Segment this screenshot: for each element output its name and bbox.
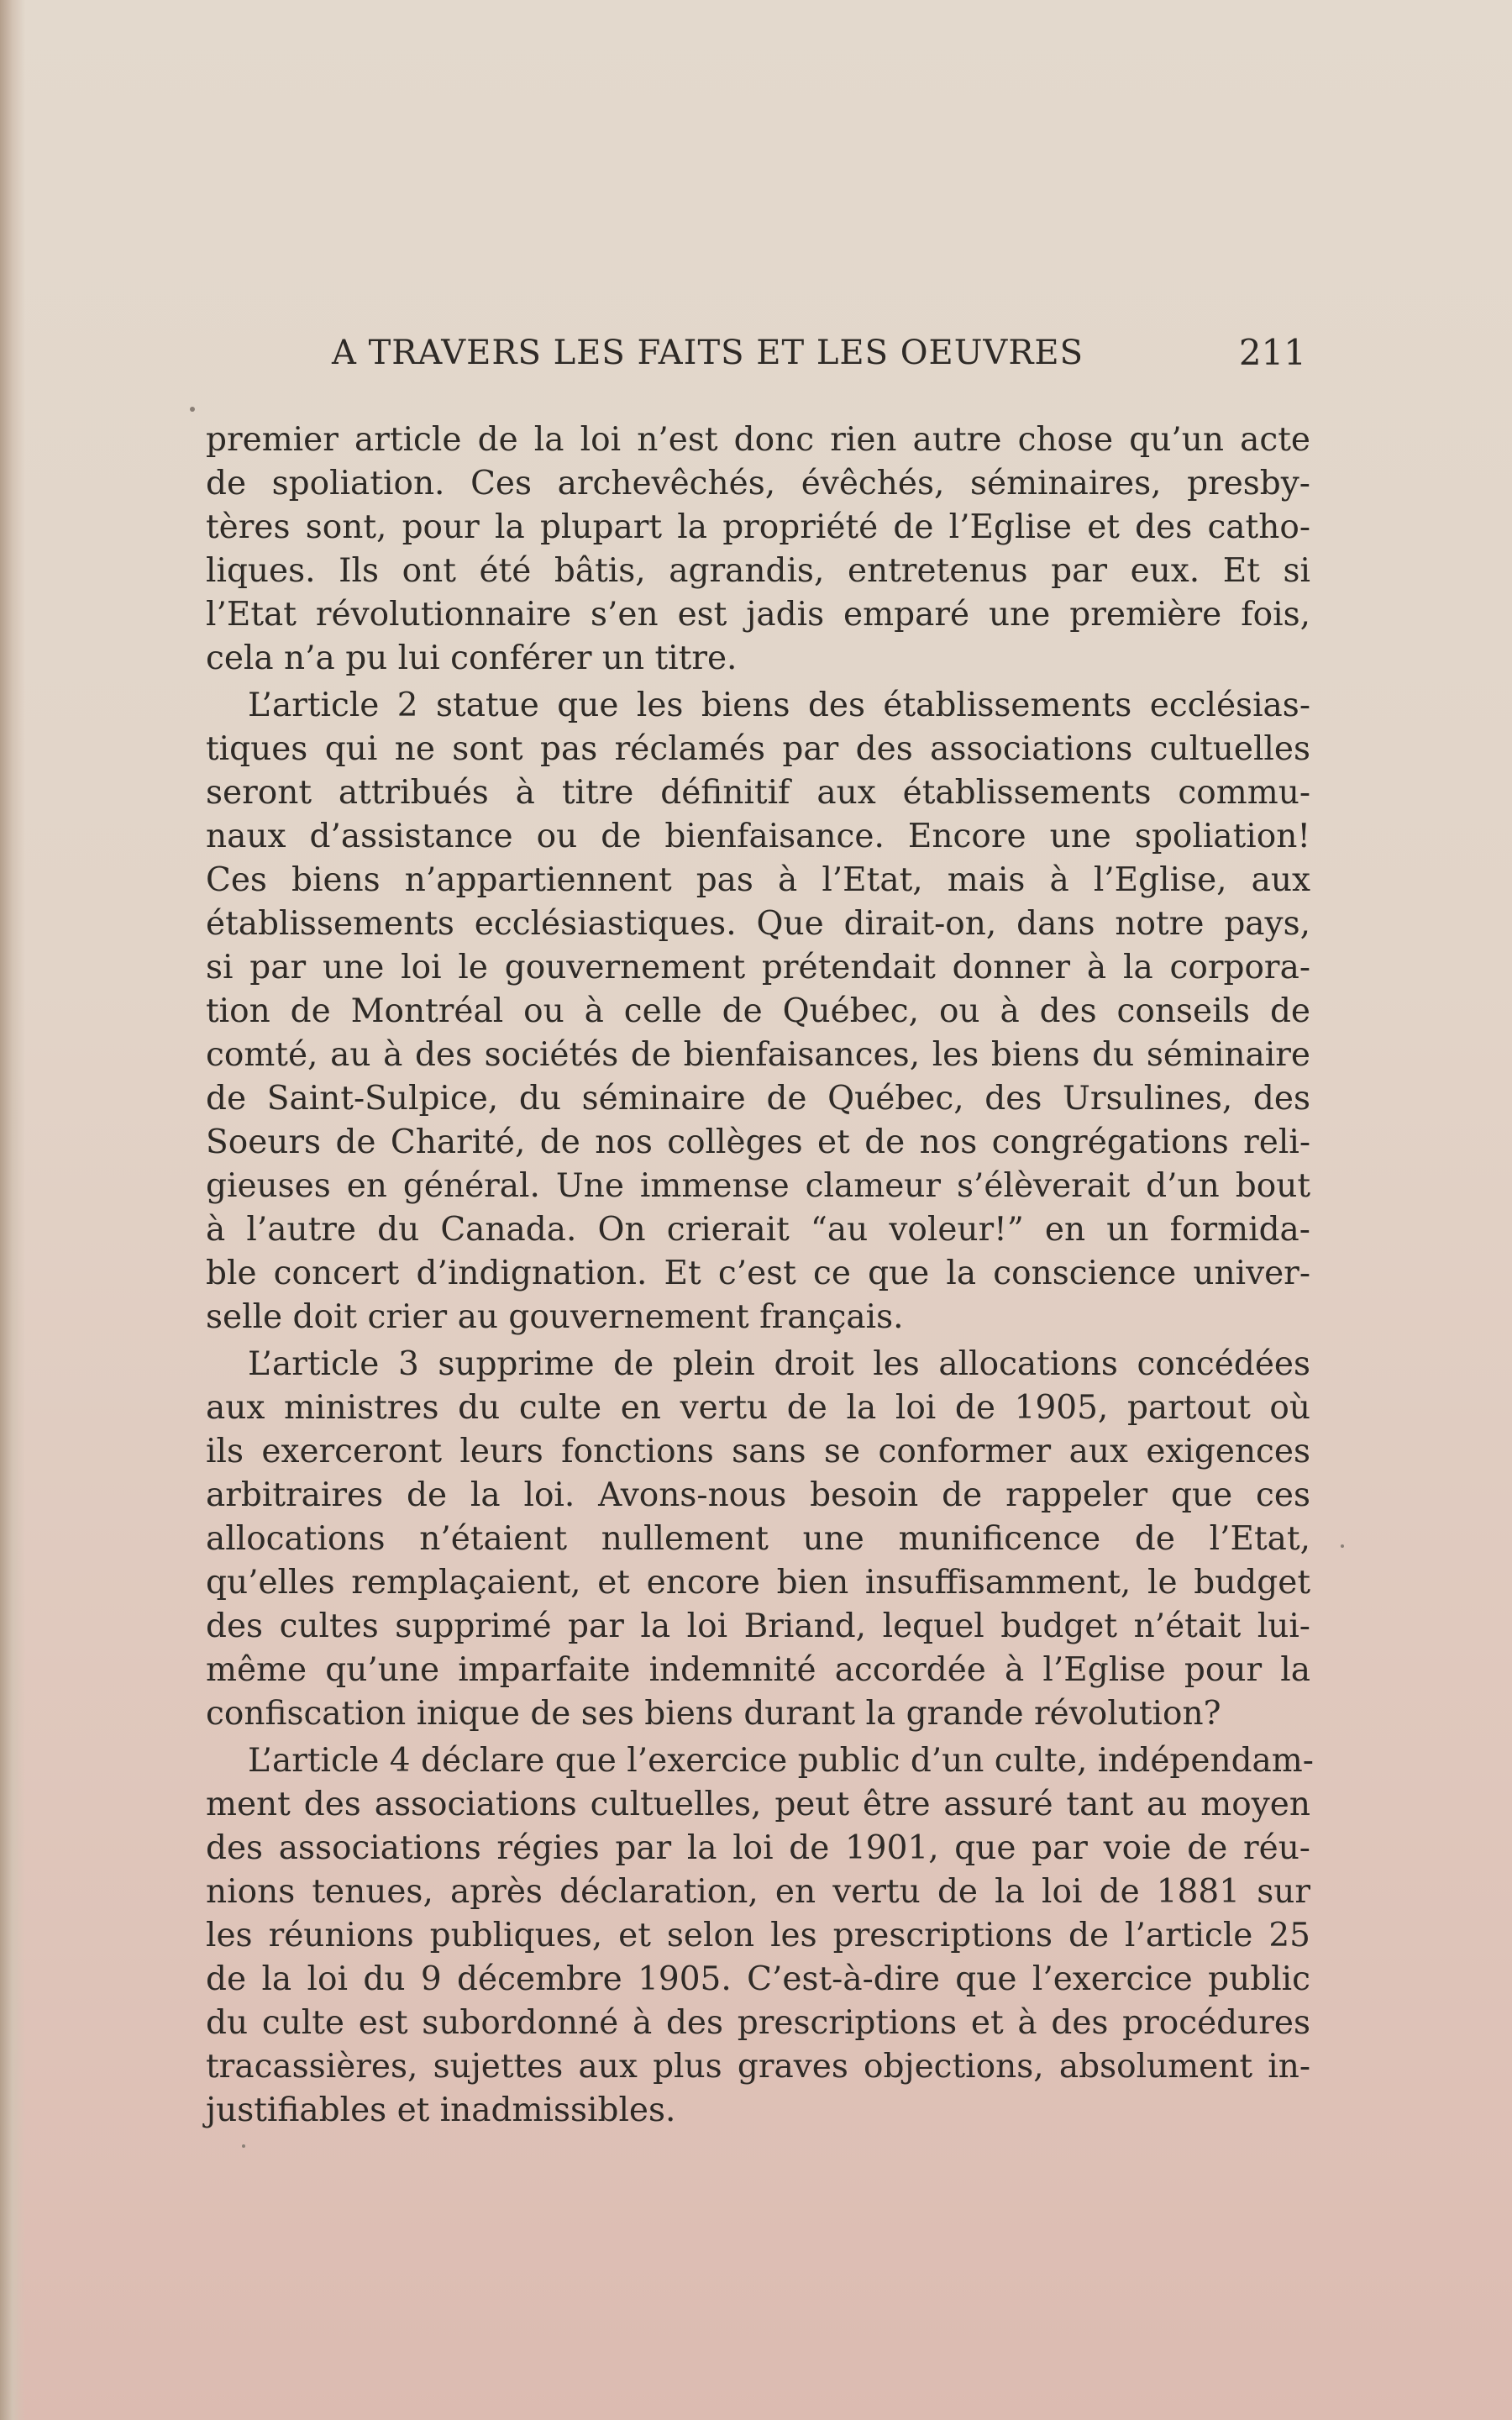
text-line: du culte est subordonné à des prescriptions et à des procédures — [206, 2004, 1310, 2042]
text-line: des associations régies par la loi de 1901, que par voie de réu- — [206, 1829, 1310, 1867]
text-line: cela n’a pu lui conférer un titre. — [206, 639, 738, 677]
text-line: comté, au à des sociétés de bienfaisances, les biens du séminaire — [206, 1036, 1310, 1074]
text-line: gieuses en général. Une immense clameur s’élèverait d’un bout — [206, 1167, 1310, 1205]
text-line: ment des associations cultuelles, peut être assuré tant au moyen — [206, 1786, 1310, 1823]
paragraph — [206, 1343, 1310, 1736]
text-line: tiques qui ne sont pas réclamés par des associations cultuelles — [206, 730, 1310, 768]
text-line: premier article de la loi n’est donc rien autre chose qu’un acte — [206, 421, 1310, 459]
text-line: L’article 4 déclare que l’exercice public d’un culte, indépendam- — [248, 1742, 1314, 1780]
text-line: Soeurs de Charité, de nos collèges et de nos congrégations reli- — [206, 1123, 1310, 1161]
text-line: à l’autre du Canada. On crierait “au voleur!” en un formida- — [206, 1211, 1310, 1249]
text-line: L’article 3 supprime de plein droit les allocations concédées — [248, 1345, 1310, 1383]
text-line: des cultes supprimé par la loi Briand, lequel budget n’était lui- — [206, 1607, 1310, 1645]
paragraph — [206, 418, 1310, 681]
text-line: de Saint-Sulpice, du séminaire de Québec, des Ursulines, des — [206, 1080, 1310, 1118]
text-line: selle doit crier au gouvernement français. — [206, 1298, 904, 1336]
text-line: aux ministres du culte en vertu de la loi de 1905, partout où — [206, 1389, 1310, 1427]
text-line: les réunions publiques, et selon les prescriptions de l’article 25 — [206, 1917, 1310, 1954]
page-edge-shadow — [0, 0, 25, 2420]
paragraph — [206, 684, 1310, 1339]
paper-speck — [242, 2144, 245, 2148]
text-line: tion de Montréal ou à celle de Québec, ou à des conseils de — [206, 992, 1310, 1030]
text-line: tères sont, pour la plupart la propriété de l’Eglise et des catho- — [206, 508, 1310, 546]
body-text — [206, 418, 1314, 2136]
text-line: nions tenues, après déclaration, en vertu de la loi de 1881 sur — [206, 1873, 1310, 1911]
paper-speck — [1341, 1544, 1344, 1548]
text-line: naux d’assistance ou de bienfaisance. Encore une spoliation! — [206, 818, 1310, 855]
text-line: de spoliation. Ces archevêchés, évêchés, séminaires, presby- — [206, 465, 1310, 502]
text-line: allocations n’étaient nullement une munificence de l’Etat, — [206, 1520, 1310, 1558]
text-line: ils exerceront leurs fonctions sans se conformer aux exigences — [206, 1433, 1310, 1470]
text-line: si par une loi le gouvernement prétendait donner à la corpora- — [206, 949, 1310, 986]
text-line: justifiables et inadmissibles. — [206, 2091, 676, 2129]
paper-speck — [190, 407, 195, 412]
text-line: arbitraires de la loi. Avons-nous besoin de rappeler que ces — [206, 1476, 1310, 1514]
text-line: qu’elles remplaçaient, et encore bien insuffisamment, le budget — [206, 1564, 1310, 1602]
page-header — [206, 328, 1310, 378]
text-line: seront attribués à titre définitif aux établissements commu- — [206, 774, 1310, 812]
paragraph — [206, 1739, 1314, 2133]
text-line: l’Etat révolutionnaire s’en est jadis emparé une première fois, — [206, 596, 1310, 634]
text-line: de la loi du 9 décembre 1905. C’est-à-dire que l’exercice public — [206, 1960, 1310, 1998]
text-line: Ces biens n’appartiennent pas à l’Etat, mais à l’Eglise, aux — [206, 861, 1310, 899]
text-line: liques. Ils ont été bâtis, agrandis, entretenus par eux. Et si — [206, 552, 1310, 590]
text-line: L’article 2 statue que les biens des établissements ecclésias- — [248, 687, 1310, 724]
running-title: A TRAVERS LES FAITS ET LES OEUVRES — [332, 334, 1084, 372]
text-line: établissements ecclésiastiques. Que dirait-on, dans notre pays, — [206, 905, 1310, 943]
page-number: 211 — [1238, 332, 1306, 373]
text-line: confiscation inique de ses biens durant la grande révolution? — [206, 1695, 1221, 1733]
text-line: ble concert d’indignation. Et c’est ce que la conscience univer- — [206, 1255, 1310, 1292]
text-line: tracassières, sujettes aux plus graves objections, absolument in- — [206, 2048, 1310, 2086]
text-line: même qu’une imparfaite indemnité accordée à l’Eglise pour la — [206, 1651, 1310, 1689]
